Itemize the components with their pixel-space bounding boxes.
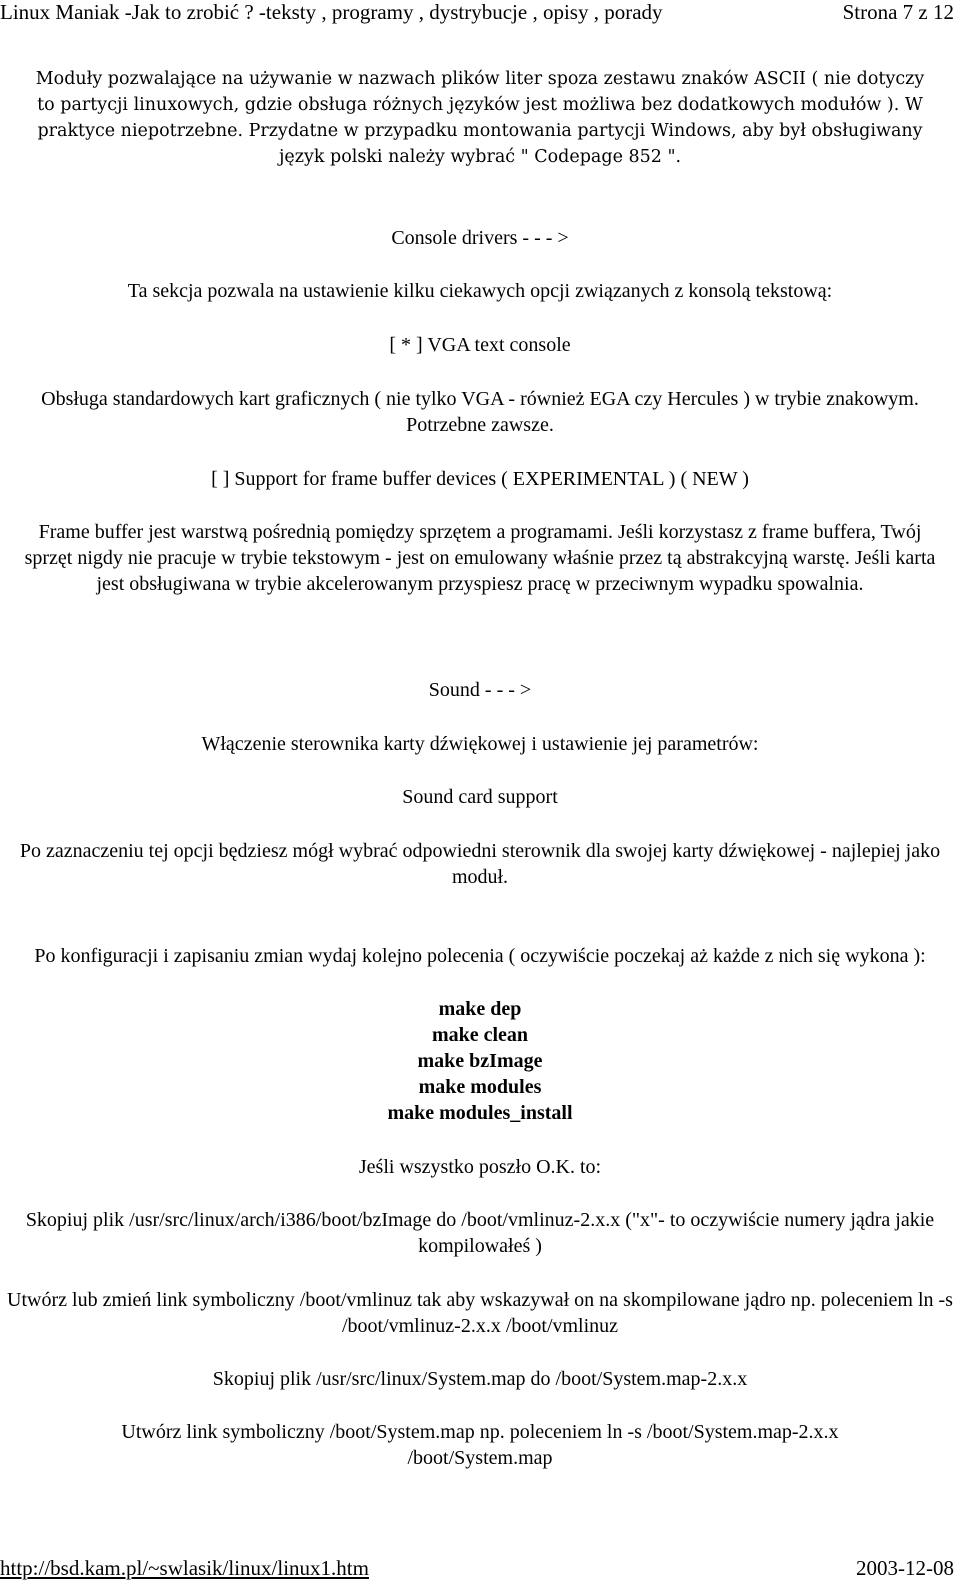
vga-description: Obsługa standardowych kart graficznych ( nie tylko VGA - również EGA czy Hercules ) w trybie znakowym. Potrzebne zawsze. bbox=[41, 388, 919, 436]
vga-option: [ * ] VGA text console bbox=[389, 334, 571, 356]
link-map-instruction: Utwórz link symboliczny /boot/System.map np. poleceniem ln -s /boot/System.map-2.x.x /boot/System.map bbox=[121, 1421, 839, 1469]
copy-kernel-instruction: Skopiuj plik /usr/src/linux/arch/i386/boot/bzImage do /boot/vmlinuz-2.x.x ("x"- to oczywiście numery jądra jakie kompilowałeś ) bbox=[25, 1209, 935, 1257]
paragraph-nls-modules bbox=[0, 66, 960, 170]
framebuffer-option: [ ] Support for frame buffer devices ( EXPERIMENTAL ) ( NEW ) bbox=[211, 468, 749, 490]
after-config-instructions: Po konfiguracji i zapisaniu zmian wydaj kolejno polecenia ( oczywiście poczekaj aż każde z nich się wykona ): bbox=[34, 945, 926, 967]
sound-heading: Sound - - - > bbox=[428, 679, 532, 701]
if-ok-line: Jeśli wszystko poszło O.K. to: bbox=[358, 1156, 602, 1178]
sound-description: Włączenie sterownika karty dźwiękowej i ustawienie jej parametrów: bbox=[201, 733, 759, 755]
framebuffer-description: Frame buffer jest warstwą pośrednią pomiędzy sprzętem a programami. Jeśli korzystasz z frame buffera, Twój sprzęt nigdy nie pracuje w trybie tekstowym - jest on emulowany właśnie przez tą abstrakcyjną warstę. Jeśli karta jest obsługiwana w trybie akcelerowanym przyspiesz pracę w przeciwnym wypadku spowalnia. bbox=[24, 521, 936, 595]
page-header bbox=[0, 0, 960, 24]
console-heading: Console drivers - - - > bbox=[391, 227, 569, 249]
copy-map-instruction: Skopiuj plik /usr/src/linux/System.map do /boot/System.map-2.x.x bbox=[212, 1368, 748, 1390]
sound-option-description: Po zaznaczeniu tej opcji będziesz mógł wybrać odpowiedni sterownik dla swojej karty dźwiękowej - najlepiej jako moduł. bbox=[19, 840, 941, 888]
footer-date: 2003-12-08 bbox=[856, 1556, 954, 1580]
command-item: make clean bbox=[431, 1024, 529, 1046]
sound-option: Sound card support bbox=[402, 786, 558, 808]
footer-url-link[interactable]: http://bsd.kam.pl/~swlasik/linux/linux1.htm bbox=[0, 1556, 369, 1580]
command-list bbox=[0, 996, 960, 1126]
header-page-number: Strona 7 z 12 bbox=[842, 0, 954, 24]
page-footer bbox=[0, 1556, 960, 1580]
command-item: make modules bbox=[418, 1076, 542, 1098]
header-title: Linux Maniak -Jak to zrobić ? -teksty , programy , dystrybucje , opisy , porady bbox=[0, 0, 663, 24]
console-description: Ta sekcja pozwala na ustawienie kilku ciekawych opcji związanych z konsolą tekstową: bbox=[127, 280, 833, 302]
command-item: make bzImage bbox=[417, 1050, 543, 1072]
nls-modules-text: Moduły pozwalające na używanie w nazwach plików liter spoza zestawu znaków ASCII ( nie dotyczy to partycji linuxowych, gdzie obsługa różnych języków jest możliwa bez dodatkowych modułów ). W praktyce niepotrzebne. Przydatne w przypadku montowania partycji Windows, aby był obsługiwany język polski należy wybrać " Codepage 852 ". bbox=[35, 69, 925, 167]
command-item: make modules_install bbox=[387, 1102, 573, 1124]
command-item: make dep bbox=[438, 998, 522, 1020]
create-link-instruction: Utwórz lub zmień link symboliczny /boot/vmlinuz tak aby wskazywał on na skompilowane jądro np. poleceniem ln -s /boot/vmlinuz-2.x.x /boot/vmlinuz bbox=[7, 1289, 953, 1337]
